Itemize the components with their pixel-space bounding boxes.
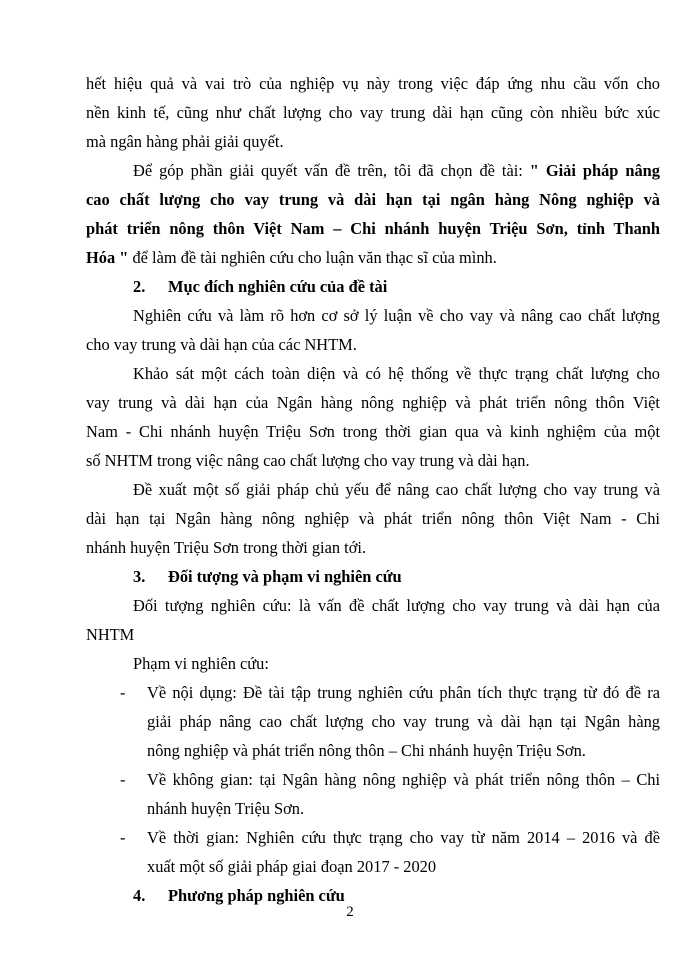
paragraph-line: mà ngân hàng phải giải quyết. xyxy=(86,132,284,151)
section-title: Đối tượng và phạm vi nghiên cứu xyxy=(168,567,402,586)
bullet-line: Về không gian: tại Ngân hàng nông nghiệp và phát triển nông thôn – Chi xyxy=(147,770,660,789)
paragraph-line: hết hiệu quả và vai trò của nghiệp vụ này trong việc đáp ứng nhu cầu vốn cho xyxy=(86,74,660,93)
section-title: Phương pháp nghiên cứu xyxy=(168,886,345,905)
topic-statement-line xyxy=(133,158,660,184)
topic-purpose-text: để làm đề tài nghiên cứu cho luận văn thạc sĩ của mình. xyxy=(132,248,497,267)
section-heading-2 xyxy=(133,274,660,300)
topic-title-start: " Giải pháp nâng xyxy=(529,161,660,180)
paragraph-line: Nghiên cứu và làm rõ hơn cơ sở lý luận về cho vay và nâng cao chất lượng xyxy=(133,306,660,325)
bullet-line: giải pháp nâng cao chất lượng cho vay trung và dài hạn tại Ngân hàng xyxy=(147,712,660,731)
bullet-line: Về nội dụng: Đề tài tập trung nghiên cứu phân tích thực trạng từ đó đề ra xyxy=(147,683,660,702)
section-number: 2. xyxy=(133,277,146,296)
page-number: 2 xyxy=(346,904,354,920)
bullet-dash: - xyxy=(120,770,126,789)
topic-title-line: cao chất lượng cho vay trung và dài hạn tại ngân hàng Nông nghiệp và xyxy=(86,190,660,209)
paragraph-line: nhánh huyện Triệu Sơn trong thời gian tới. xyxy=(86,538,367,557)
section-title: Mục đích nghiên cứu của đề tài xyxy=(168,277,388,296)
section-number: 3. xyxy=(133,567,146,586)
bullet-line: nhánh huyện Triệu Sơn. xyxy=(147,799,305,818)
topic-title-end: Hóa " xyxy=(86,248,129,267)
paragraph-line: Đối tượng nghiên cứu: là vấn đề chất lượng cho vay trung và dài hạn của xyxy=(133,596,660,615)
bullet-dash: - xyxy=(120,683,126,702)
paragraph-line: NHTM xyxy=(86,625,135,644)
bullet-line: xuất một số giải pháp giai đoạn 2017 - 2020 xyxy=(147,857,437,876)
paragraph-line: số NHTM trong việc nâng cao chất lượng cho vay trung và dài hạn. xyxy=(86,451,530,470)
paragraph-line: Khảo sát một cách toàn diện và có hệ thống về thực trạng chất lượng cho xyxy=(133,364,660,383)
paragraph-line: Phạm vi nghiên cứu: xyxy=(133,654,269,673)
paragraph-line: dài hạn tại Ngân hàng nông nghiệp và phát triển nông thôn Việt Nam - Chi xyxy=(86,509,660,528)
paragraph-line: nền kinh tế, cũng như chất lượng cho vay trung dài hạn cũng còn nhiều bức xúc xyxy=(86,103,660,122)
topic-intro-text: Để góp phần giải quyết vấn đề trên, tôi đã chọn đề tài: xyxy=(133,161,523,180)
topic-statement-line xyxy=(86,245,497,271)
topic-title-line: phát triển nông thôn Việt Nam – Chi nhánh huyện Triệu Sơn, tỉnh Thanh xyxy=(86,219,660,238)
section-heading-3 xyxy=(133,564,660,590)
bullet-line: nông nghiệp và phát triển nông thôn – Chi nhánh huyện Triệu Sơn. xyxy=(147,741,586,760)
paragraph-line: Đề xuất một số giải pháp chủ yếu để nâng cao chất lượng cho vay trung và xyxy=(133,480,660,499)
paragraph-line: cho vay trung và dài hạn của các NHTM. xyxy=(86,335,357,354)
bullet-dash: - xyxy=(120,828,126,847)
paragraph-line: vay trung và dài hạn của Ngân hàng nông nghiệp và phát triển nông thôn Việt xyxy=(86,393,660,412)
section-number: 4. xyxy=(133,886,146,905)
paragraph-line: Nam - Chi nhánh huyện Triệu Sơn trong thời gian qua và kinh nghiệm của một xyxy=(86,422,660,441)
bullet-line: Về thời gian: Nghiên cứu thực trạng cho vay từ năm 2014 – 2016 và đề xyxy=(147,828,660,847)
